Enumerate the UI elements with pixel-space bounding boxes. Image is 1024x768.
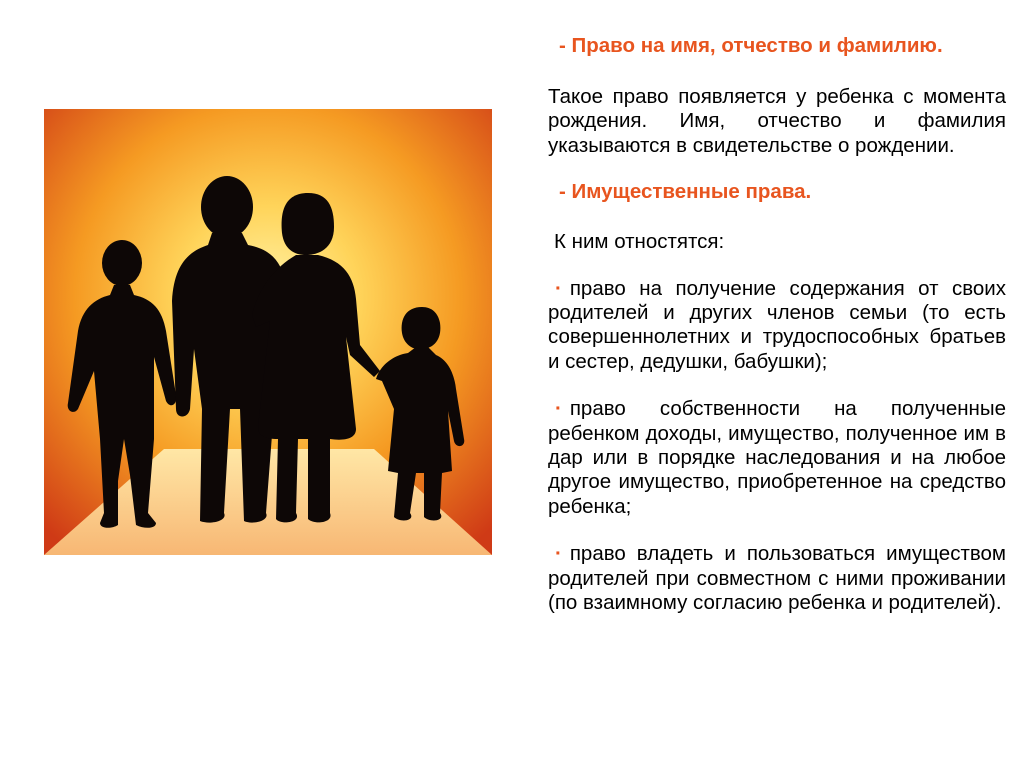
list-item-text: право владеть и пользоваться имуществом родителей при совместном с ними проживании (по взаимному согласию ребенка и родителей). — [548, 542, 1006, 615]
list-item-text: право на получение содержания от своих родителей и других членов семьи (то есть совершеннолетних и трудоспособных братьев и сестер, дедушки, бабушки); — [548, 276, 1006, 373]
family-silhouette-icon — [44, 109, 492, 555]
bullet-icon: · — [555, 397, 562, 421]
list-item-text: право собственности на полученные ребенком доходы, имущество, полученное им в дар или в порядке наследования и на любое другое имущество, приобретенное на средство ребенка; — [548, 397, 1006, 518]
list-item — [548, 397, 1006, 519]
list-item — [548, 277, 1006, 375]
family-silhouette-picture — [44, 109, 492, 555]
heading-property-rights: - Имущественные права. — [559, 180, 812, 204]
heading-name-right: - Право на имя, отчество и фамилию. — [559, 34, 943, 57]
paragraph-name-right: Такое право появляется у ребенка с момента рождения. Имя, отчество и фамилия указываются в свидетельстве о рождении. — [548, 85, 1006, 157]
list-item — [548, 542, 1006, 615]
intro-text: К ним отностятся: — [554, 230, 725, 254]
bullet-icon: · — [555, 276, 562, 300]
text-column — [548, 34, 1006, 639]
bullet-icon: · — [555, 542, 562, 566]
